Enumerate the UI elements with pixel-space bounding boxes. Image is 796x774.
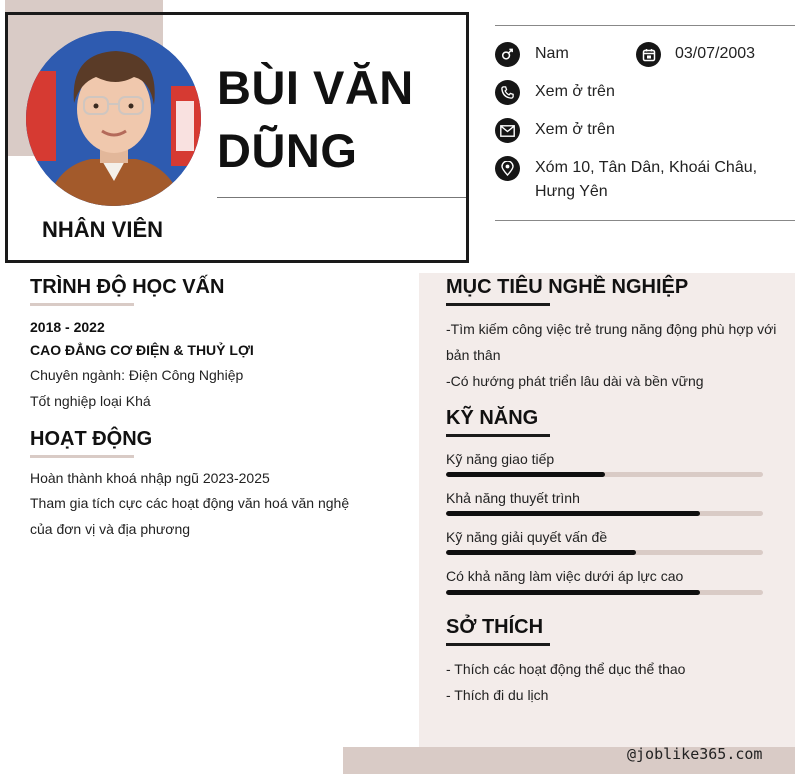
profile-photo — [26, 31, 201, 206]
skill-label-4: Có khả năng làm việc dưới áp lực cao — [446, 568, 684, 584]
education-years: 2018 - 2022 — [30, 319, 105, 335]
objective-line-3: -Có hướng phát triển lâu dài và bền vững — [446, 373, 704, 389]
objective-title: MỤC TIÊU NGHỀ NGHIỆP — [446, 276, 689, 298]
skill-bar-1 — [446, 472, 763, 477]
activities-underline — [30, 455, 134, 458]
activities-title: HOẠT ĐỘNG — [30, 428, 153, 450]
skills-title: KỸ NĂNG — [446, 407, 539, 429]
skill-label-1: Kỹ năng giao tiếp — [446, 451, 555, 467]
hobby-line-1: - Thích các hoạt động thể dục thể thao — [446, 661, 686, 677]
address-line-2: Hưng Yên — [535, 183, 608, 200]
activity-line-1: Hoàn thành khoá nhập ngũ 2023-2025 — [30, 470, 270, 486]
hobbies-underline — [446, 643, 550, 646]
skill-label-3: Kỹ năng giải quyết vấn đề — [446, 529, 608, 545]
gender-icon — [495, 42, 520, 67]
education-major: Chuyên ngành: Điện Công Nghiệp — [30, 367, 244, 383]
skill-label-2: Khả năng thuyết trình — [446, 490, 580, 506]
email-text: Xem ở trên — [535, 121, 615, 138]
watermark: @joblike365.com — [627, 745, 763, 763]
objective-line-1: -Tìm kiếm công việc trẻ trung năng động phù hợp với — [446, 321, 777, 337]
education-underline — [30, 303, 134, 306]
phone-icon — [495, 80, 520, 105]
skills-underline — [446, 434, 550, 437]
phone-text: Xem ở trên — [535, 83, 615, 100]
portrait-illustration — [26, 31, 201, 206]
birthdate-text: 03/07/2003 — [675, 45, 756, 62]
calendar-icon — [636, 42, 661, 67]
activity-line-2: Tham gia tích cực các hoạt động văn hoá văn nghệ — [30, 495, 350, 511]
skill-fill-1 — [446, 472, 605, 477]
contact-divider-top — [495, 25, 795, 26]
objective-underline — [446, 303, 550, 306]
activity-line-3: của đơn vị và địa phương — [30, 521, 191, 537]
hobby-line-2: - Thích đi du lịch — [446, 687, 549, 703]
job-role: NHÂN VIÊN — [42, 217, 164, 242]
address-text — [535, 156, 757, 204]
mail-icon — [495, 118, 520, 143]
address-line-1: Xóm 10, Tân Dân, Khoái Châu, — [535, 159, 758, 176]
full-name — [217, 56, 414, 182]
education-school: CAO ĐẲNG CƠ ĐIỆN & THUỶ LỢI — [30, 342, 254, 358]
skill-bar-2 — [446, 511, 763, 516]
skill-bar-3 — [446, 550, 763, 555]
name-line-2: DŨNG — [217, 124, 358, 177]
skill-fill-4 — [446, 590, 700, 595]
name-line-1: BÙI VĂN — [217, 61, 414, 114]
gender-text: Nam — [535, 45, 569, 62]
contact-divider-bottom — [495, 220, 795, 221]
skill-fill-2 — [446, 511, 700, 516]
name-divider — [217, 197, 466, 198]
education-grade: Tốt nghiệp loại Khá — [30, 393, 151, 409]
skill-bar-4 — [446, 590, 763, 595]
education-title: TRÌNH ĐỘ HỌC VẤN — [30, 276, 225, 298]
skill-fill-3 — [446, 550, 636, 555]
location-pin-icon — [495, 156, 520, 181]
objective-line-2: bản thân — [446, 347, 501, 363]
hobbies-title: SỞ THÍCH — [446, 616, 544, 638]
